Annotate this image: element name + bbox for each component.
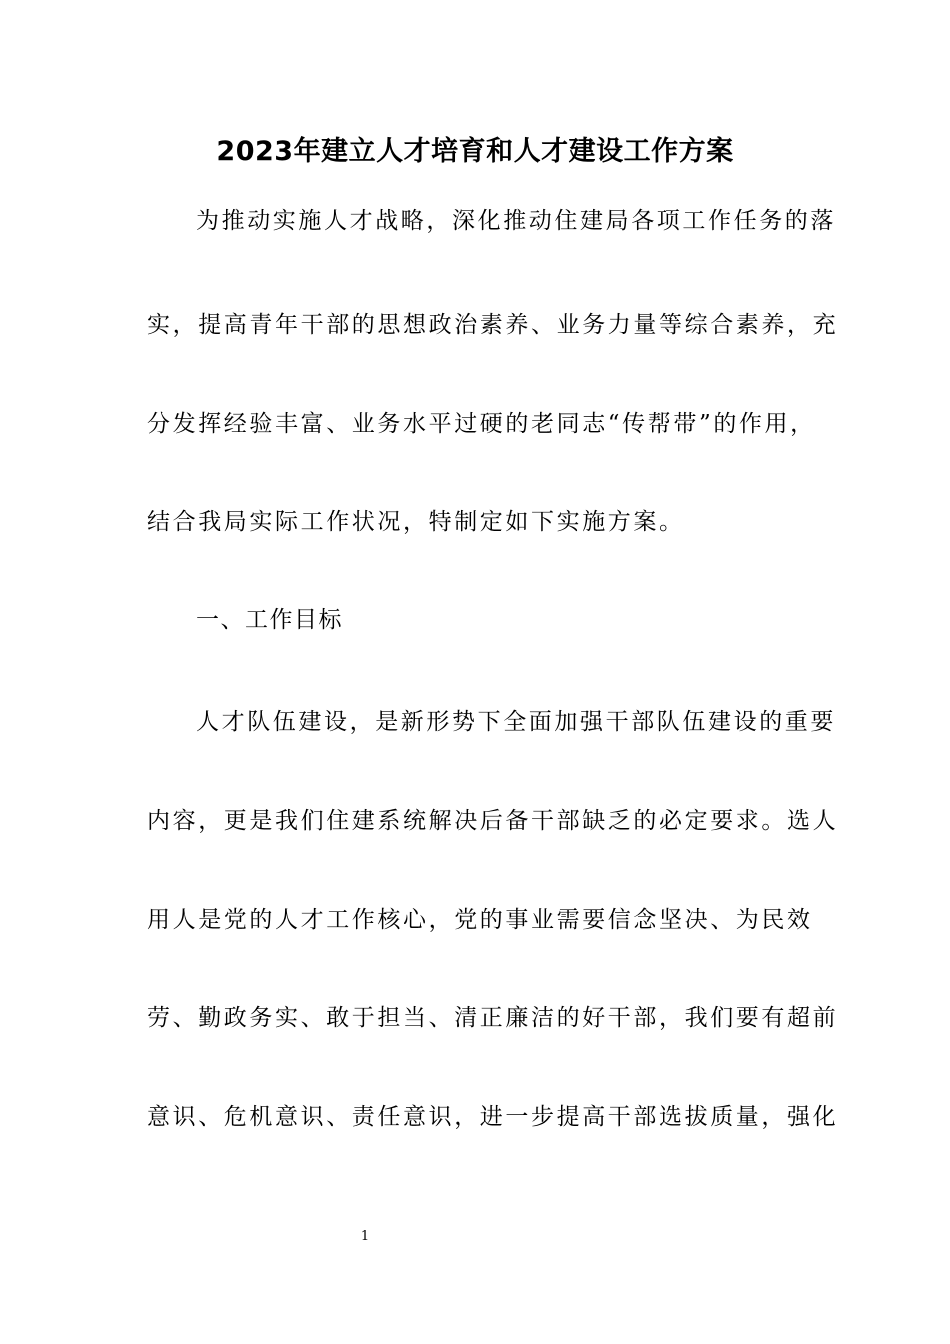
paragraph-line: 内容，更是我们住建系统解决后备干部缺乏的必定要求。选人 bbox=[147, 808, 839, 834]
document-title: 2023年建立人才培育和人才建设工作方案 bbox=[216, 136, 734, 167]
paragraph-line: 结合我局实际工作状况，特制定如下实施方案。 bbox=[147, 509, 685, 535]
paragraph-line: 分发挥经验丰富、业务水平过硬的老同志“传帮带”的作用， bbox=[147, 411, 816, 437]
paragraph-line: 意识、危机意识、责任意识，进一步提高干部选拔质量，强化 bbox=[147, 1104, 839, 1130]
paragraph-line: 人才队伍建设，是新形势下全面加强干部队伍建设的重要 bbox=[196, 709, 836, 735]
paragraph-line: 为推动实施人才战略，深化推动住建局各项工作任务的落 bbox=[196, 208, 836, 234]
paragraph-line: 实，提高青年干部的思想政治素养、业务力量等综合素养，充 bbox=[147, 312, 839, 338]
section-heading: 一、工作目标 bbox=[196, 607, 343, 633]
page-number: 1 bbox=[360, 1229, 370, 1244]
paragraph-line: 劳、勤政务实、敢于担当、清正廉洁的好干部，我们要有超前 bbox=[147, 1005, 839, 1031]
paragraph-line: 用人是党的人才工作核心，党的事业需要信念坚决、为民效 bbox=[147, 907, 813, 933]
